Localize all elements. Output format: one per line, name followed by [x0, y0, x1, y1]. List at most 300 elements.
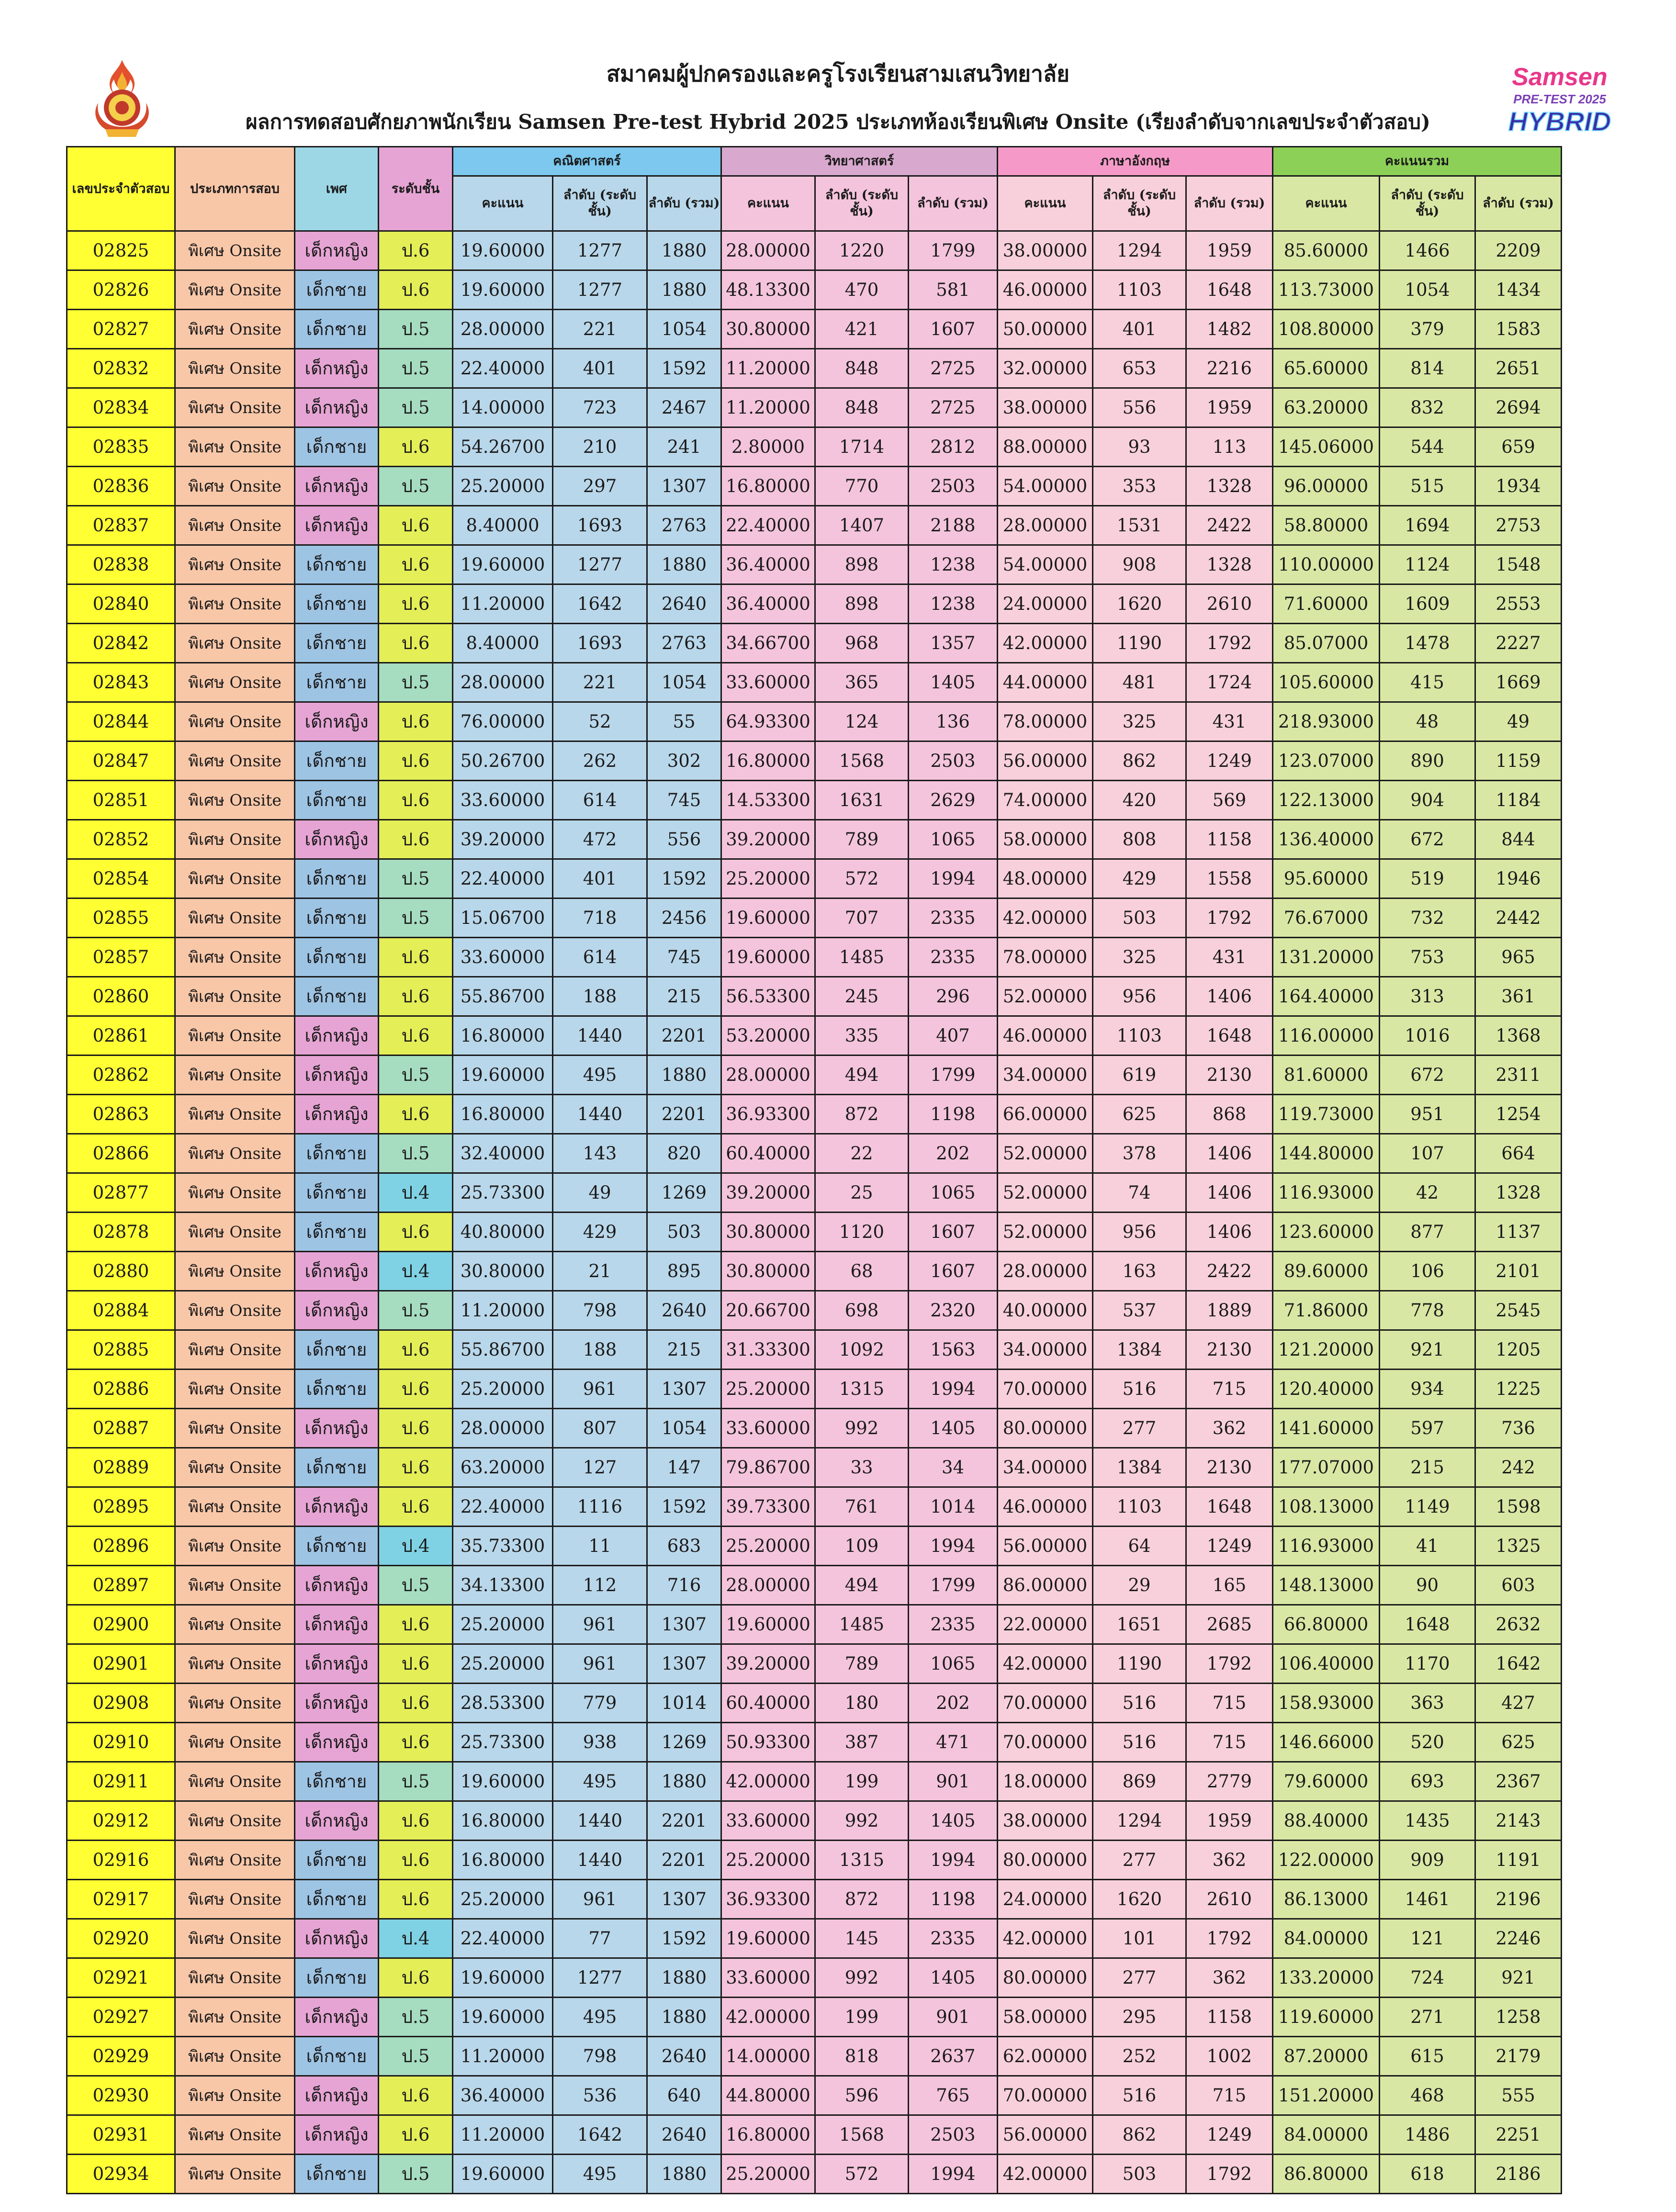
- cell-math-rank-all: 1880: [647, 1958, 721, 1998]
- cell-science-rank-level: 1315: [815, 1370, 909, 1409]
- cell-sex: เด็กหญิง: [295, 1998, 379, 2037]
- cell-math-score: 28.00000: [453, 1409, 553, 1448]
- cell-math-rank-level: 210: [553, 427, 647, 467]
- cell-science-score: 20.66700: [721, 1291, 815, 1330]
- cell-math-rank-level: 614: [553, 938, 647, 977]
- cell-science-rank-level: 365: [815, 663, 909, 702]
- cell-math-score: 25.20000: [453, 1605, 553, 1644]
- cell-total-score: 119.60000: [1273, 1998, 1380, 2037]
- cell-science-rank-all: 296: [909, 977, 998, 1016]
- cell-english-rank-level: 516: [1093, 1723, 1186, 1762]
- cell-total-score: 108.80000: [1273, 310, 1380, 349]
- cell-level: ป.6: [379, 2115, 453, 2155]
- cell-total-rank-all: 1368: [1475, 1016, 1562, 1055]
- cell-science-rank-all: 1994: [909, 859, 998, 898]
- cell-level: ป.5: [379, 349, 453, 388]
- cell-math-rank-all: 2201: [647, 1016, 721, 1055]
- cell-english-score: 62.00000: [998, 2037, 1093, 2076]
- cell-level: ป.6: [379, 1016, 453, 1055]
- cell-total-rank-all: 2196: [1475, 1880, 1562, 1919]
- cell-science-score: 25.20000: [721, 2155, 815, 2194]
- cell-math-rank-all: 2201: [647, 1801, 721, 1841]
- cell-english-rank-level: 537: [1093, 1291, 1186, 1330]
- table-row: [67, 781, 1562, 820]
- cell-science-rank-level: 848: [815, 349, 909, 388]
- cell-english-rank-level: 653: [1093, 349, 1186, 388]
- cell-total-rank-all: 2694: [1475, 388, 1562, 427]
- cell-exam-id: 02844: [67, 702, 175, 741]
- cell-science-rank-all: 901: [909, 1762, 998, 1801]
- cell-english-score: 54.00000: [998, 545, 1093, 584]
- cell-math-rank-level: 221: [553, 663, 647, 702]
- cell-exam-type: พิเศษ Onsite: [175, 663, 295, 702]
- table-row: [67, 1055, 1562, 1095]
- cell-exam-type: พิเศษ Onsite: [175, 584, 295, 624]
- cell-science-score: 42.00000: [721, 1762, 815, 1801]
- cell-english-rank-all: 569: [1186, 781, 1273, 820]
- table-row: [67, 1527, 1562, 1566]
- cell-english-rank-level: 619: [1093, 1055, 1186, 1095]
- cell-total-score: 66.80000: [1273, 1605, 1380, 1644]
- cell-total-rank-all: 2246: [1475, 1919, 1562, 1958]
- cell-science-score: 16.80000: [721, 2115, 815, 2155]
- cell-total-rank-level: 520: [1380, 1723, 1475, 1762]
- cell-english-rank-all: 1249: [1186, 1527, 1273, 1566]
- cell-science-score: 36.93300: [721, 1880, 815, 1919]
- cell-total-rank-all: 2442: [1475, 898, 1562, 938]
- cell-total-score: 133.20000: [1273, 1958, 1380, 1998]
- cell-math-rank-level: 188: [553, 1330, 647, 1370]
- cell-science-rank-level: 1407: [815, 506, 909, 545]
- subheader-science-rank-all: ลำดับ (รวม): [909, 176, 998, 231]
- cell-level: ป.6: [379, 270, 453, 310]
- cell-math-score: 50.26700: [453, 741, 553, 781]
- subheader-total-score: คะแนน: [1273, 176, 1380, 231]
- cell-english-rank-all: 113: [1186, 427, 1273, 467]
- cell-math-rank-all: 820: [647, 1134, 721, 1173]
- cell-english-rank-level: 277: [1093, 1841, 1186, 1880]
- cell-total-rank-all: 1205: [1475, 1330, 1562, 1370]
- cell-english-rank-level: 325: [1093, 702, 1186, 741]
- cell-math-score: 19.60000: [453, 2155, 553, 2194]
- cell-science-rank-all: 1357: [909, 624, 998, 663]
- cell-exam-id: 02917: [67, 1880, 175, 1919]
- cell-total-rank-level: 724: [1380, 1958, 1475, 1998]
- cell-math-score: 8.40000: [453, 506, 553, 545]
- cell-math-score: 25.20000: [453, 1644, 553, 1684]
- cell-science-score: 28.00000: [721, 1055, 815, 1095]
- cell-exam-id: 02934: [67, 2155, 175, 2194]
- cell-science-rank-level: 1120: [815, 1213, 909, 1252]
- cell-science-rank-all: 2335: [909, 898, 998, 938]
- cell-math-score: 11.20000: [453, 1291, 553, 1330]
- cell-math-rank-all: 1880: [647, 1055, 721, 1095]
- cell-total-rank-all: 921: [1475, 1958, 1562, 1998]
- table-row: [67, 820, 1562, 859]
- cell-exam-type: พิเศษ Onsite: [175, 1998, 295, 2037]
- cell-math-score: 22.40000: [453, 1487, 553, 1527]
- cell-sex: เด็กชาย: [295, 427, 379, 467]
- cell-level: ป.6: [379, 1801, 453, 1841]
- cell-math-rank-all: 1880: [647, 545, 721, 584]
- cell-total-rank-level: 379: [1380, 310, 1475, 349]
- cell-science-rank-level: 145: [815, 1919, 909, 1958]
- cell-exam-id: 02826: [67, 270, 175, 310]
- cell-exam-id: 02861: [67, 1016, 175, 1055]
- cell-level: ป.5: [379, 310, 453, 349]
- cell-exam-type: พิเศษ Onsite: [175, 1448, 295, 1487]
- cell-sex: เด็กชาย: [295, 898, 379, 938]
- cell-math-rank-all: 1592: [647, 859, 721, 898]
- results-table-body: [67, 231, 1562, 2194]
- cell-exam-type: พิเศษ Onsite: [175, 1487, 295, 1527]
- cell-math-score: 63.20000: [453, 1448, 553, 1487]
- subheader-english-score: คะแนน: [998, 176, 1093, 231]
- table-row: [67, 1841, 1562, 1880]
- cell-exam-id: 02878: [67, 1213, 175, 1252]
- cell-science-score: 25.20000: [721, 1527, 815, 1566]
- cell-science-score: 30.80000: [721, 310, 815, 349]
- cell-english-score: 48.00000: [998, 859, 1093, 898]
- cell-english-score: 38.00000: [998, 231, 1093, 270]
- cell-science-rank-level: 1220: [815, 231, 909, 270]
- cell-english-rank-level: 325: [1093, 938, 1186, 977]
- cell-english-score: 18.00000: [998, 1762, 1093, 1801]
- cell-english-score: 28.00000: [998, 1252, 1093, 1291]
- cell-sex: เด็กชาย: [295, 938, 379, 977]
- cell-exam-id: 02854: [67, 859, 175, 898]
- cell-english-score: 42.00000: [998, 898, 1093, 938]
- cell-exam-id: 02827: [67, 310, 175, 349]
- cell-total-rank-level: 934: [1380, 1370, 1475, 1409]
- cell-total-rank-level: 544: [1380, 427, 1475, 467]
- cell-math-score: 19.60000: [453, 545, 553, 584]
- cell-exam-type: พิเศษ Onsite: [175, 2155, 295, 2194]
- cell-english-rank-all: 362: [1186, 1958, 1273, 1998]
- cell-science-score: 39.20000: [721, 1173, 815, 1213]
- cell-sex: เด็กชาย: [295, 624, 379, 663]
- header-sex: เพศ: [295, 147, 379, 231]
- table-row: [67, 1487, 1562, 1527]
- cell-level: ป.5: [379, 859, 453, 898]
- cell-science-score: 28.00000: [721, 231, 815, 270]
- cell-exam-id: 02885: [67, 1330, 175, 1370]
- cell-science-rank-level: 68: [815, 1252, 909, 1291]
- cell-total-rank-all: 2753: [1475, 506, 1562, 545]
- cell-english-rank-level: 1103: [1093, 1487, 1186, 1527]
- cell-total-rank-all: 555: [1475, 2076, 1562, 2115]
- cell-math-rank-level: 262: [553, 741, 647, 781]
- cell-math-score: 35.73300: [453, 1527, 553, 1566]
- header-level: ระดับชั้น: [379, 147, 453, 231]
- cell-science-rank-level: 25: [815, 1173, 909, 1213]
- cell-science-score: 60.40000: [721, 1684, 815, 1723]
- cell-english-score: 42.00000: [998, 2155, 1093, 2194]
- table-row: [67, 1998, 1562, 2037]
- cell-math-rank-level: 1277: [553, 1958, 647, 1998]
- cell-level: ป.4: [379, 1527, 453, 1566]
- cell-math-score: 76.00000: [453, 702, 553, 741]
- cell-english-rank-all: 2130: [1186, 1330, 1273, 1370]
- cell-sex: เด็กหญิง: [295, 1055, 379, 1095]
- cell-science-score: 19.60000: [721, 938, 815, 977]
- table-row: [67, 1801, 1562, 1841]
- cell-exam-id: 02900: [67, 1605, 175, 1644]
- cell-total-score: 145.06000: [1273, 427, 1380, 467]
- cell-science-rank-all: 1238: [909, 545, 998, 584]
- cell-total-score: 84.00000: [1273, 1919, 1380, 1958]
- cell-science-rank-all: 2637: [909, 2037, 998, 2076]
- cell-english-rank-level: 862: [1093, 741, 1186, 781]
- cell-total-rank-all: 2179: [1475, 2037, 1562, 2076]
- cell-english-rank-all: 431: [1186, 702, 1273, 741]
- cell-total-rank-all: 659: [1475, 427, 1562, 467]
- cell-science-rank-all: 1799: [909, 1055, 998, 1095]
- cell-math-rank-level: 401: [553, 349, 647, 388]
- cell-math-score: 22.40000: [453, 859, 553, 898]
- cell-science-score: 64.93300: [721, 702, 815, 741]
- cell-math-rank-all: 2763: [647, 506, 721, 545]
- cell-science-rank-all: 1238: [909, 584, 998, 624]
- cell-science-rank-all: 1994: [909, 1527, 998, 1566]
- cell-english-rank-all: 2685: [1186, 1605, 1273, 1644]
- cell-total-score: 71.86000: [1273, 1291, 1380, 1330]
- cell-english-rank-level: 29: [1093, 1566, 1186, 1605]
- cell-sex: เด็กชาย: [295, 584, 379, 624]
- cell-science-score: 33.60000: [721, 1958, 815, 1998]
- cell-total-score: 218.93000: [1273, 702, 1380, 741]
- table-row: [67, 702, 1562, 741]
- table-row: [67, 2037, 1562, 2076]
- cell-english-rank-all: 1792: [1186, 898, 1273, 938]
- cell-total-rank-level: 909: [1380, 1841, 1475, 1880]
- table-row: [67, 1173, 1562, 1213]
- table-row: [67, 663, 1562, 702]
- cell-math-score: 32.40000: [453, 1134, 553, 1173]
- cell-exam-type: พิเศษ Onsite: [175, 1919, 295, 1958]
- cell-total-score: 76.67000: [1273, 898, 1380, 938]
- cell-level: ป.6: [379, 545, 453, 584]
- cell-sex: เด็กชาย: [295, 1841, 379, 1880]
- subheader-math-rank-all: ลำดับ (รวม): [647, 176, 721, 231]
- cell-science-rank-level: 872: [815, 1095, 909, 1134]
- cell-science-rank-level: 789: [815, 1644, 909, 1684]
- cell-english-rank-level: 1531: [1093, 506, 1186, 545]
- cell-science-rank-all: 581: [909, 270, 998, 310]
- cell-exam-type: พิเศษ Onsite: [175, 1880, 295, 1919]
- cell-english-score: 38.00000: [998, 388, 1093, 427]
- cell-exam-type: พิเศษ Onsite: [175, 467, 295, 506]
- table-row: [67, 938, 1562, 977]
- cell-math-rank-all: 2201: [647, 1841, 721, 1880]
- cell-math-rank-all: 640: [647, 2076, 721, 2115]
- cell-level: ป.6: [379, 506, 453, 545]
- cell-english-rank-all: 2130: [1186, 1448, 1273, 1487]
- cell-science-rank-level: 199: [815, 1762, 909, 1801]
- cell-english-rank-all: 1959: [1186, 388, 1273, 427]
- svg-text:PRE-TEST 2025: PRE-TEST 2025: [1513, 92, 1606, 106]
- cell-math-score: 16.80000: [453, 1016, 553, 1055]
- cell-science-rank-all: 1405: [909, 1958, 998, 1998]
- cell-exam-type: พิเศษ Onsite: [175, 1252, 295, 1291]
- cell-exam-type: พิเศษ Onsite: [175, 702, 295, 741]
- cell-science-score: 39.20000: [721, 820, 815, 859]
- cell-total-rank-all: 1934: [1475, 467, 1562, 506]
- cell-english-score: 86.00000: [998, 1566, 1093, 1605]
- cell-math-rank-all: 2467: [647, 388, 721, 427]
- cell-total-rank-all: 2143: [1475, 1801, 1562, 1841]
- cell-exam-type: พิเศษ Onsite: [175, 1291, 295, 1330]
- cell-total-rank-level: 107: [1380, 1134, 1475, 1173]
- cell-english-rank-all: 362: [1186, 1409, 1273, 1448]
- cell-sex: เด็กชาย: [295, 2037, 379, 2076]
- cell-exam-id: 02931: [67, 2115, 175, 2155]
- cell-math-rank-level: 472: [553, 820, 647, 859]
- cell-science-score: 53.20000: [721, 1016, 815, 1055]
- cell-english-score: 44.00000: [998, 663, 1093, 702]
- table-row: [67, 1291, 1562, 1330]
- cell-science-rank-all: 1799: [909, 1566, 998, 1605]
- cell-science-rank-all: 2335: [909, 938, 998, 977]
- cell-sex: เด็กชาย: [295, 781, 379, 820]
- cell-total-rank-all: 1258: [1475, 1998, 1562, 2037]
- cell-level: ป.4: [379, 1173, 453, 1213]
- cell-english-score: 56.00000: [998, 1527, 1093, 1566]
- cell-exam-type: พิเศษ Onsite: [175, 545, 295, 584]
- cell-math-rank-level: 1277: [553, 545, 647, 584]
- cell-english-rank-level: 252: [1093, 2037, 1186, 2076]
- cell-exam-id: 02895: [67, 1487, 175, 1527]
- table-row: [67, 977, 1562, 1016]
- cell-math-score: 19.60000: [453, 1055, 553, 1095]
- cell-exam-type: พิเศษ Onsite: [175, 1095, 295, 1134]
- cell-exam-id: 02860: [67, 977, 175, 1016]
- cell-sex: เด็กหญิง: [295, 349, 379, 388]
- cell-english-rank-all: 1406: [1186, 1134, 1273, 1173]
- cell-math-score: 34.13300: [453, 1566, 553, 1605]
- cell-math-rank-all: 2640: [647, 2115, 721, 2155]
- cell-total-rank-all: 361: [1475, 977, 1562, 1016]
- cell-english-score: 52.00000: [998, 1134, 1093, 1173]
- cell-math-score: 28.00000: [453, 310, 553, 349]
- cell-exam-id: 02911: [67, 1762, 175, 1801]
- cell-exam-id: 02825: [67, 231, 175, 270]
- cell-english-score: 74.00000: [998, 781, 1093, 820]
- cell-english-rank-level: 93: [1093, 427, 1186, 467]
- cell-exam-id: 02896: [67, 1527, 175, 1566]
- cell-math-rank-level: 429: [553, 1213, 647, 1252]
- cell-total-rank-all: 2632: [1475, 1605, 1562, 1644]
- cell-total-score: 63.20000: [1273, 388, 1380, 427]
- cell-math-rank-all: 302: [647, 741, 721, 781]
- cell-english-rank-all: 1889: [1186, 1291, 1273, 1330]
- cell-math-rank-level: 1440: [553, 1016, 647, 1055]
- cell-science-rank-level: 572: [815, 859, 909, 898]
- cell-exam-type: พิเศษ Onsite: [175, 1330, 295, 1370]
- samsen-pretest-hybrid-logo: [1508, 61, 1611, 139]
- cell-english-rank-all: 715: [1186, 2076, 1273, 2115]
- cell-math-score: 25.73300: [453, 1723, 553, 1762]
- cell-english-score: 54.00000: [998, 467, 1093, 506]
- cell-math-rank-all: 1880: [647, 2155, 721, 2194]
- cell-math-rank-level: 938: [553, 1723, 647, 1762]
- header-total: คะแนนรวม: [1273, 147, 1562, 176]
- table-row: [67, 1566, 1562, 1605]
- cell-english-rank-all: 1558: [1186, 859, 1273, 898]
- subheader-english-rank-level: ลำดับ (ระดับชั้น): [1093, 176, 1186, 231]
- cell-science-score: 36.40000: [721, 545, 815, 584]
- cell-science-rank-all: 2725: [909, 349, 998, 388]
- cell-math-rank-all: 1880: [647, 231, 721, 270]
- cell-sex: เด็กหญิง: [295, 1095, 379, 1134]
- cell-math-score: 16.80000: [453, 1841, 553, 1880]
- table-row: [67, 310, 1562, 349]
- cell-total-rank-level: 597: [1380, 1409, 1475, 1448]
- cell-level: ป.6: [379, 781, 453, 820]
- cell-english-score: 42.00000: [998, 1644, 1093, 1684]
- cell-science-rank-level: 1315: [815, 1841, 909, 1880]
- table-row: [67, 545, 1562, 584]
- cell-sex: เด็กหญิง: [295, 2076, 379, 2115]
- cell-total-score: 123.60000: [1273, 1213, 1380, 1252]
- cell-science-score: 33.60000: [721, 1801, 815, 1841]
- cell-science-rank-level: 992: [815, 1409, 909, 1448]
- cell-english-rank-level: 503: [1093, 2155, 1186, 2194]
- cell-english-score: 78.00000: [998, 938, 1093, 977]
- cell-total-score: 164.40000: [1273, 977, 1380, 1016]
- cell-english-score: 52.00000: [998, 1173, 1093, 1213]
- cell-science-rank-all: 1994: [909, 1841, 998, 1880]
- cell-math-rank-all: 1054: [647, 663, 721, 702]
- cell-english-rank-all: 1328: [1186, 545, 1273, 584]
- cell-science-rank-level: 698: [815, 1291, 909, 1330]
- cell-math-rank-all: 1014: [647, 1684, 721, 1723]
- table-row: [67, 388, 1562, 427]
- cell-total-rank-all: 2101: [1475, 1252, 1562, 1291]
- cell-math-score: 25.73300: [453, 1173, 553, 1213]
- cell-science-rank-all: 1607: [909, 310, 998, 349]
- cell-math-rank-level: 1440: [553, 1841, 647, 1880]
- cell-math-rank-all: 1307: [647, 467, 721, 506]
- cell-science-rank-level: 1485: [815, 938, 909, 977]
- cell-total-rank-level: 313: [1380, 977, 1475, 1016]
- cell-science-rank-level: 33: [815, 1448, 909, 1487]
- cell-science-score: 44.80000: [721, 2076, 815, 2115]
- cell-english-rank-all: 1158: [1186, 1998, 1273, 2037]
- cell-english-score: 46.00000: [998, 1016, 1093, 1055]
- cell-science-rank-all: 2503: [909, 467, 998, 506]
- cell-english-score: 24.00000: [998, 1880, 1093, 1919]
- cell-math-rank-all: 556: [647, 820, 721, 859]
- cell-total-rank-level: 890: [1380, 741, 1475, 781]
- cell-level: ป.5: [379, 1566, 453, 1605]
- cell-total-rank-all: 664: [1475, 1134, 1562, 1173]
- cell-english-rank-level: 74: [1093, 1173, 1186, 1213]
- cell-total-rank-all: 2186: [1475, 2155, 1562, 2194]
- cell-english-rank-all: 1249: [1186, 2115, 1273, 2155]
- table-row: [67, 624, 1562, 663]
- cell-science-score: 19.60000: [721, 898, 815, 938]
- cell-math-rank-all: 1307: [647, 1370, 721, 1409]
- cell-level: ป.6: [379, 1958, 453, 1998]
- cell-total-rank-all: 603: [1475, 1566, 1562, 1605]
- cell-total-rank-level: 732: [1380, 898, 1475, 938]
- cell-math-rank-level: 21: [553, 1252, 647, 1291]
- cell-math-score: 15.06700: [453, 898, 553, 938]
- cell-math-rank-level: 614: [553, 781, 647, 820]
- cell-math-score: 25.20000: [453, 1370, 553, 1409]
- table-row: [67, 349, 1562, 388]
